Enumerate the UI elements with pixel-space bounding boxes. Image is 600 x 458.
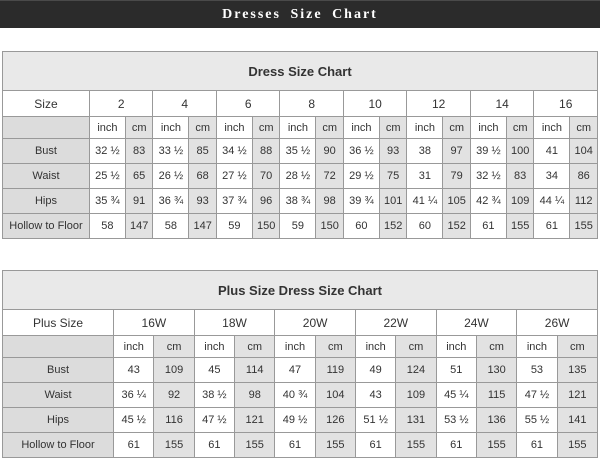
- measure-value-cell: 32 ½: [89, 139, 125, 164]
- measure-value-cell: 121: [235, 408, 275, 433]
- unit-cm-cell: cm: [506, 117, 534, 139]
- measure-value-cell: 126: [315, 408, 355, 433]
- unit-cm-cell: cm: [316, 117, 344, 139]
- unit-cm-cell: cm: [379, 117, 407, 139]
- measure-value-cell: 150: [252, 214, 280, 239]
- unit-cm-cell: cm: [189, 117, 217, 139]
- unit-inch-cell: inch: [89, 117, 125, 139]
- measure-value-cell: 115: [477, 383, 517, 408]
- measure-value-cell: 155: [235, 433, 275, 458]
- measure-value-cell: 26 ½: [153, 164, 189, 189]
- measure-value-cell: 109: [396, 383, 436, 408]
- measure-value-cell: 59: [216, 214, 252, 239]
- measure-value-cell: 35 ½: [280, 139, 316, 164]
- empty-label-cell: [3, 117, 90, 139]
- table-title: Plus Size Dress Size Chart: [3, 271, 598, 310]
- unit-inch-cell: inch: [470, 117, 506, 139]
- measure-value-cell: 100: [506, 139, 534, 164]
- measure-value-cell: 41: [534, 139, 570, 164]
- measure-value-cell: 109: [154, 358, 194, 383]
- measure-value-cell: 61: [517, 433, 557, 458]
- unit-cm-cell: cm: [252, 117, 280, 139]
- measure-value-cell: 155: [557, 433, 597, 458]
- measure-value-cell: 85: [189, 139, 217, 164]
- size-label-cell: Plus Size: [3, 310, 114, 336]
- measure-value-cell: 98: [235, 383, 275, 408]
- unit-cm-cell: cm: [443, 117, 471, 139]
- measure-value-cell: 155: [570, 214, 598, 239]
- size-value-cell: 4: [153, 91, 217, 117]
- table-title: Dress Size Chart: [3, 52, 598, 91]
- size-value-cell: 20W: [275, 310, 356, 336]
- empty-label-cell: [3, 336, 114, 358]
- unit-inch-cell: inch: [355, 336, 395, 358]
- measure-value-cell: 155: [506, 214, 534, 239]
- measure-value-cell: 135: [557, 358, 597, 383]
- measure-value-cell: 90: [316, 139, 344, 164]
- measure-value-cell: 91: [125, 189, 153, 214]
- measure-value-cell: 25 ½: [89, 164, 125, 189]
- measure-label-cell: Hips: [3, 189, 90, 214]
- measure-value-cell: 72: [316, 164, 344, 189]
- measure-value-cell: 58: [89, 214, 125, 239]
- measure-label-cell: Hips: [3, 408, 114, 433]
- measure-value-cell: 38: [407, 139, 443, 164]
- measure-value-cell: 61: [534, 214, 570, 239]
- measure-value-cell: 121: [557, 383, 597, 408]
- size-value-cell: 12: [407, 91, 471, 117]
- measure-value-cell: 86: [570, 164, 598, 189]
- measure-value-cell: 44 ¼: [534, 189, 570, 214]
- measure-value-cell: 92: [154, 383, 194, 408]
- measure-value-cell: 32 ½: [470, 164, 506, 189]
- measure-value-cell: 43: [114, 358, 154, 383]
- unit-cm-cell: cm: [125, 117, 153, 139]
- measure-label-cell: Hollow to Floor: [3, 433, 114, 458]
- measure-value-cell: 152: [443, 214, 471, 239]
- measure-value-cell: 79: [443, 164, 471, 189]
- measure-label-cell: Waist: [3, 383, 114, 408]
- measure-value-cell: 75: [379, 164, 407, 189]
- measure-value-cell: 109: [506, 189, 534, 214]
- measure-value-cell: 147: [189, 214, 217, 239]
- measure-value-cell: 155: [477, 433, 517, 458]
- measure-value-cell: 36 ½: [343, 139, 379, 164]
- unit-inch-cell: inch: [517, 336, 557, 358]
- size-value-cell: 6: [216, 91, 280, 117]
- unit-cm-cell: cm: [477, 336, 517, 358]
- measure-value-cell: 101: [379, 189, 407, 214]
- size-value-cell: 16: [534, 91, 598, 117]
- measure-value-cell: 38 ¾: [280, 189, 316, 214]
- dress-size-chart-table: [2, 51, 598, 239]
- unit-inch-cell: inch: [194, 336, 234, 358]
- measure-value-cell: 59: [280, 214, 316, 239]
- measure-value-cell: 136: [477, 408, 517, 433]
- measure-value-cell: 36 ¾: [153, 189, 189, 214]
- measure-value-cell: 60: [407, 214, 443, 239]
- measure-value-cell: 119: [315, 358, 355, 383]
- measure-value-cell: 47 ½: [194, 408, 234, 433]
- measure-value-cell: 104: [315, 383, 355, 408]
- size-value-cell: 2: [89, 91, 153, 117]
- size-value-cell: 18W: [194, 310, 275, 336]
- measure-value-cell: 51 ½: [355, 408, 395, 433]
- unit-cm-cell: cm: [396, 336, 436, 358]
- measure-value-cell: 37 ¾: [216, 189, 252, 214]
- unit-inch-cell: inch: [114, 336, 154, 358]
- measure-value-cell: 83: [125, 139, 153, 164]
- size-value-cell: 26W: [517, 310, 598, 336]
- measure-value-cell: 55 ½: [517, 408, 557, 433]
- unit-inch-cell: inch: [436, 336, 476, 358]
- measure-value-cell: 61: [194, 433, 234, 458]
- measure-value-cell: 60: [343, 214, 379, 239]
- measure-value-cell: 33 ½: [153, 139, 189, 164]
- measure-value-cell: 45 ¼: [436, 383, 476, 408]
- measure-value-cell: 38 ½: [194, 383, 234, 408]
- size-value-cell: 8: [280, 91, 344, 117]
- size-value-cell: 16W: [114, 310, 195, 336]
- measure-value-cell: 61: [114, 433, 154, 458]
- unit-inch-cell: inch: [407, 117, 443, 139]
- unit-cm-cell: cm: [315, 336, 355, 358]
- measure-label-cell: Bust: [3, 139, 90, 164]
- measure-value-cell: 61: [436, 433, 476, 458]
- size-value-cell: 10: [343, 91, 407, 117]
- measure-value-cell: 35 ¾: [89, 189, 125, 214]
- measure-value-cell: 116: [154, 408, 194, 433]
- size-value-cell: 14: [470, 91, 534, 117]
- unit-cm-cell: cm: [154, 336, 194, 358]
- measure-value-cell: 147: [125, 214, 153, 239]
- size-label-cell: Size: [3, 91, 90, 117]
- measure-value-cell: 39 ¾: [343, 189, 379, 214]
- measure-label-cell: Hollow to Floor: [3, 214, 90, 239]
- measure-value-cell: 28 ½: [280, 164, 316, 189]
- page-content: [0, 28, 600, 458]
- measure-value-cell: 68: [189, 164, 217, 189]
- measure-value-cell: 34: [534, 164, 570, 189]
- measure-value-cell: 47: [275, 358, 315, 383]
- measure-value-cell: 96: [252, 189, 280, 214]
- measure-value-cell: 49: [355, 358, 395, 383]
- measure-value-cell: 45: [194, 358, 234, 383]
- measure-value-cell: 34 ½: [216, 139, 252, 164]
- measure-value-cell: 130: [477, 358, 517, 383]
- measure-value-cell: 70: [252, 164, 280, 189]
- measure-value-cell: 58: [153, 214, 189, 239]
- measure-value-cell: 27 ½: [216, 164, 252, 189]
- measure-value-cell: 97: [443, 139, 471, 164]
- unit-inch-cell: inch: [153, 117, 189, 139]
- measure-value-cell: 49 ½: [275, 408, 315, 433]
- unit-inch-cell: inch: [275, 336, 315, 358]
- measure-value-cell: 104: [570, 139, 598, 164]
- measure-value-cell: 29 ½: [343, 164, 379, 189]
- measure-value-cell: 47 ½: [517, 383, 557, 408]
- measure-value-cell: 36 ¼: [114, 383, 154, 408]
- measure-value-cell: 93: [189, 189, 217, 214]
- measure-value-cell: 131: [396, 408, 436, 433]
- measure-value-cell: 124: [396, 358, 436, 383]
- measure-value-cell: 98: [316, 189, 344, 214]
- measure-value-cell: 42 ¾: [470, 189, 506, 214]
- unit-cm-cell: cm: [570, 117, 598, 139]
- measure-value-cell: 51: [436, 358, 476, 383]
- measure-value-cell: 61: [470, 214, 506, 239]
- page-header-bar: [0, 0, 600, 28]
- measure-value-cell: 39 ½: [470, 139, 506, 164]
- measure-value-cell: 155: [154, 433, 194, 458]
- measure-value-cell: 43: [355, 383, 395, 408]
- measure-value-cell: 88: [252, 139, 280, 164]
- unit-cm-cell: cm: [235, 336, 275, 358]
- unit-inch-cell: inch: [216, 117, 252, 139]
- size-value-cell: 24W: [436, 310, 517, 336]
- measure-value-cell: 65: [125, 164, 153, 189]
- measure-value-cell: 40 ¾: [275, 383, 315, 408]
- measure-value-cell: 155: [315, 433, 355, 458]
- measure-value-cell: 105: [443, 189, 471, 214]
- unit-cm-cell: cm: [557, 336, 597, 358]
- unit-inch-cell: inch: [280, 117, 316, 139]
- measure-value-cell: 152: [379, 214, 407, 239]
- measure-value-cell: 155: [396, 433, 436, 458]
- measure-value-cell: 61: [355, 433, 395, 458]
- measure-value-cell: 114: [235, 358, 275, 383]
- measure-value-cell: 41 ¼: [407, 189, 443, 214]
- measure-value-cell: 53 ½: [436, 408, 476, 433]
- measure-value-cell: 112: [570, 189, 598, 214]
- measure-value-cell: 61: [275, 433, 315, 458]
- unit-inch-cell: inch: [534, 117, 570, 139]
- measure-value-cell: 45 ½: [114, 408, 154, 433]
- page-title: Dresses Size Chart: [222, 6, 378, 22]
- plus-size-dress-size-chart-table: [2, 270, 598, 458]
- size-value-cell: 22W: [355, 310, 436, 336]
- measure-value-cell: 83: [506, 164, 534, 189]
- measure-value-cell: 53: [517, 358, 557, 383]
- unit-inch-cell: inch: [343, 117, 379, 139]
- measure-value-cell: 150: [316, 214, 344, 239]
- measure-label-cell: Bust: [3, 358, 114, 383]
- measure-label-cell: Waist: [3, 164, 90, 189]
- measure-value-cell: 31: [407, 164, 443, 189]
- measure-value-cell: 141: [557, 408, 597, 433]
- measure-value-cell: 93: [379, 139, 407, 164]
